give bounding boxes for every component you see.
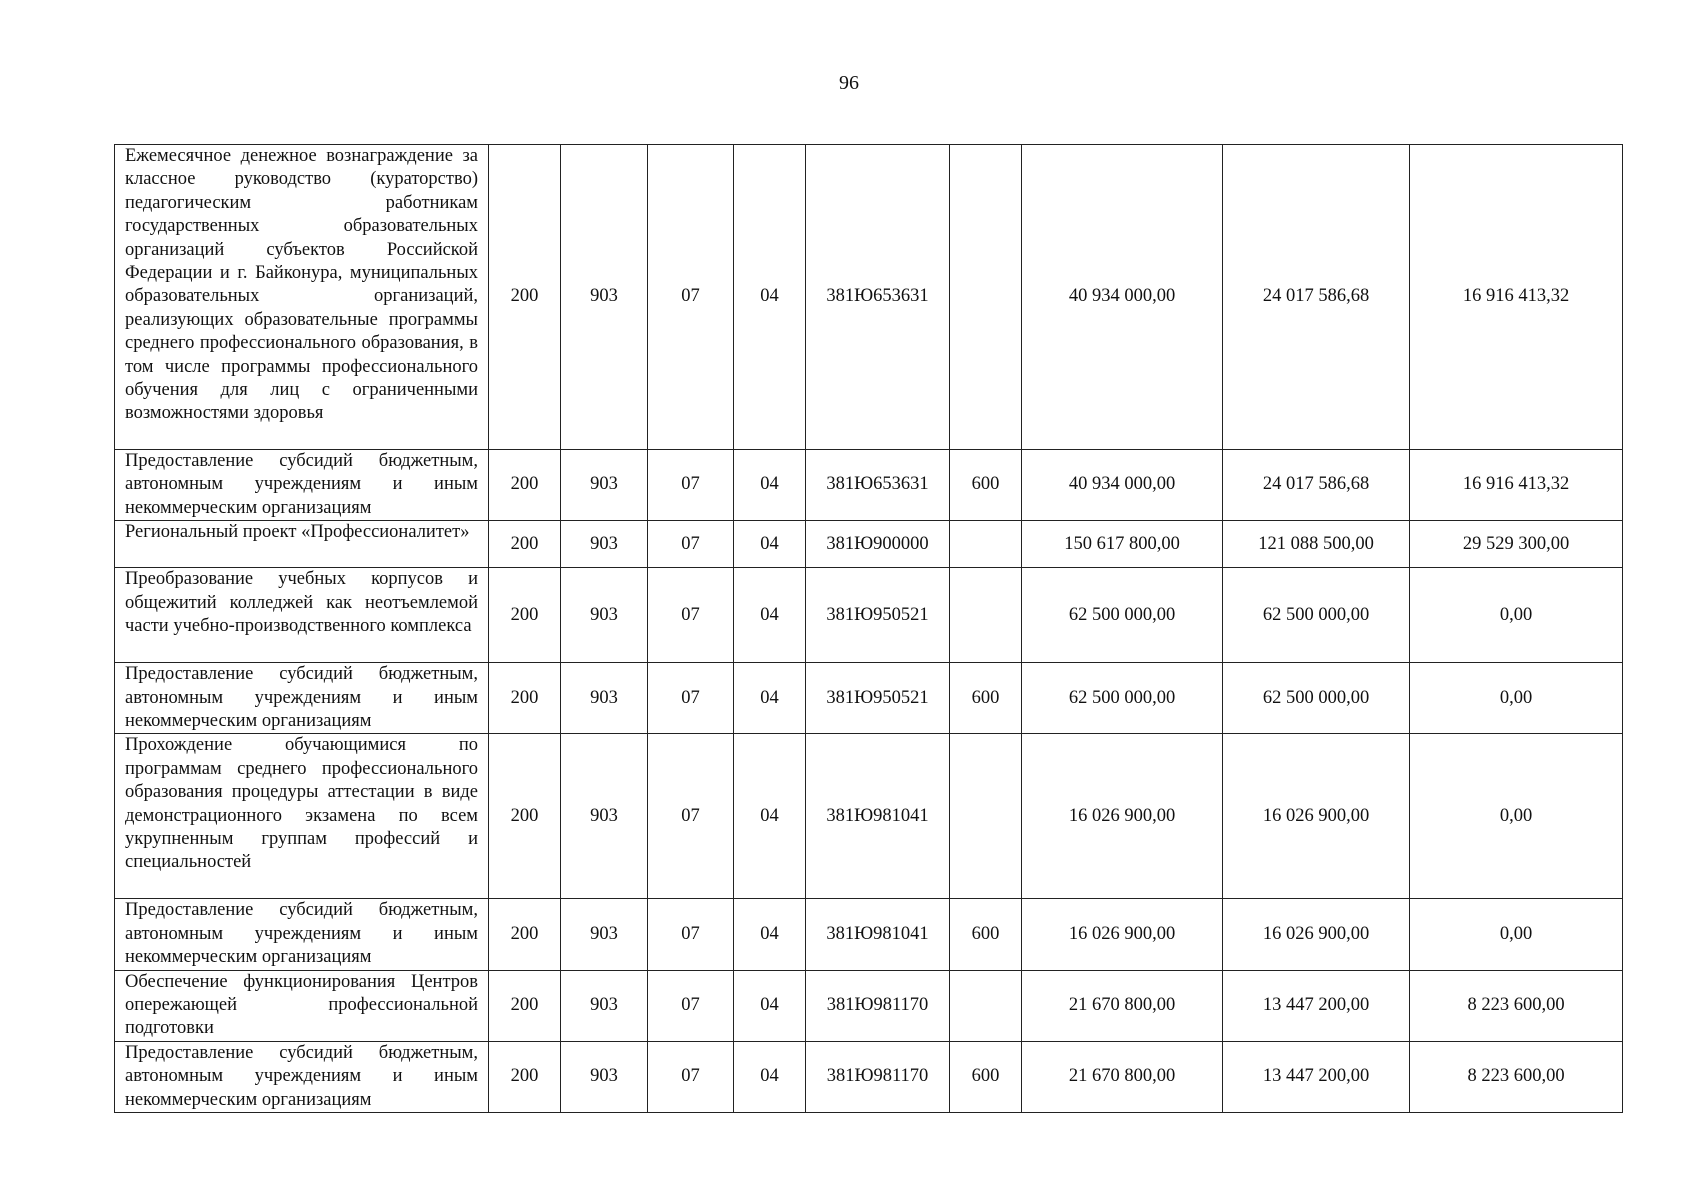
row-code-1: 200 [489,450,561,521]
row-subsection: 04 [734,734,806,899]
table-row [115,970,1623,1041]
row-subsection: 04 [734,450,806,521]
row-section: 07 [648,899,734,970]
row-amount-3: 8 223 600,00 [1410,1041,1623,1112]
row-subsection: 04 [734,521,806,568]
row-description: Региональный проект «Профессионалитет» [115,521,489,568]
row-expense-type [950,145,1022,450]
row-amount-2: 62 500 000,00 [1223,568,1410,663]
row-amount-2: 121 088 500,00 [1223,521,1410,568]
row-amount-3: 29 529 300,00 [1410,521,1623,568]
row-description: Прохождение обучающимися по программам среднего профессионального образования процедуры аттестации в виде демонстрационного экзамена по всем укрупненным группам профессий и специальностей [115,734,489,899]
row-code-2: 903 [561,521,648,568]
row-amount-3: 0,00 [1410,734,1623,899]
row-amount-2: 24 017 586,68 [1223,145,1410,450]
row-code-1: 200 [489,568,561,663]
row-subsection: 04 [734,970,806,1041]
row-expense-type: 600 [950,1041,1022,1112]
row-target-code: 381Ю900000 [806,521,950,568]
row-expense-type [950,970,1022,1041]
row-amount-1: 40 934 000,00 [1022,145,1223,450]
row-amount-1: 16 026 900,00 [1022,899,1223,970]
table-row [115,663,1623,734]
row-section: 07 [648,970,734,1041]
row-section: 07 [648,450,734,521]
row-subsection: 04 [734,663,806,734]
row-amount-2: 13 447 200,00 [1223,970,1410,1041]
table-row [115,568,1623,663]
row-section: 07 [648,734,734,899]
row-target-code: 381Ю653631 [806,450,950,521]
row-amount-1: 21 670 800,00 [1022,1041,1223,1112]
row-amount-2: 62 500 000,00 [1223,663,1410,734]
row-target-code: 381Ю981170 [806,970,950,1041]
row-description: Ежемесячное денежное вознаграждение за классное руководство (кураторство) педагогическим работникам государственных образовательных организаций субъектов Российской Федерации и г. Байконура, муниципальных образовательных организаций, реализующих образовательные программы среднего профессионального образования, в том числе программы профессионального обучения для лиц с ограниченными возможностями здоровья [115,145,489,450]
row-code-2: 903 [561,734,648,899]
row-target-code: 381Ю950521 [806,663,950,734]
page-number: 96 [839,72,859,94]
row-expense-type: 600 [950,899,1022,970]
table-row [115,1041,1623,1112]
row-code-2: 903 [561,663,648,734]
row-code-2: 903 [561,568,648,663]
row-amount-2: 16 026 900,00 [1223,734,1410,899]
row-amount-3: 16 916 413,32 [1410,450,1623,521]
row-amount-2: 24 017 586,68 [1223,450,1410,521]
table-row [115,450,1623,521]
row-amount-2: 16 026 900,00 [1223,899,1410,970]
row-amount-2: 13 447 200,00 [1223,1041,1410,1112]
table-row [115,899,1623,970]
row-code-1: 200 [489,970,561,1041]
row-description: Преобразование учебных корпусов и общежитий колледжей как неотъемлемой части учебно-производственного комплекса [115,568,489,663]
row-subsection: 04 [734,568,806,663]
row-code-2: 903 [561,450,648,521]
row-description: Предоставление субсидий бюджетным, автономным учреждениям и иным некоммерческим организациям [115,899,489,970]
row-code-2: 903 [561,899,648,970]
row-amount-3: 16 916 413,32 [1410,145,1623,450]
row-section: 07 [648,145,734,450]
row-code-1: 200 [489,734,561,899]
row-section: 07 [648,568,734,663]
row-expense-type [950,568,1022,663]
row-code-1: 200 [489,1041,561,1112]
row-amount-3: 8 223 600,00 [1410,970,1623,1041]
row-target-code: 381Ю981170 [806,1041,950,1112]
row-subsection: 04 [734,899,806,970]
row-amount-1: 40 934 000,00 [1022,450,1223,521]
row-expense-type [950,521,1022,568]
row-expense-type [950,734,1022,899]
row-code-1: 200 [489,663,561,734]
row-description: Предоставление субсидий бюджетным, автономным учреждениям и иным некоммерческим организациям [115,663,489,734]
row-code-2: 903 [561,970,648,1041]
row-target-code: 381Ю653631 [806,145,950,450]
table-row [115,734,1623,899]
row-amount-1: 16 026 900,00 [1022,734,1223,899]
row-amount-1: 62 500 000,00 [1022,568,1223,663]
row-expense-type: 600 [950,663,1022,734]
row-amount-3: 0,00 [1410,899,1623,970]
row-target-code: 381Ю950521 [806,568,950,663]
row-subsection: 04 [734,1041,806,1112]
row-target-code: 381Ю981041 [806,734,950,899]
row-section: 07 [648,521,734,568]
row-code-1: 200 [489,521,561,568]
row-code-2: 903 [561,1041,648,1112]
row-target-code: 381Ю981041 [806,899,950,970]
row-subsection: 04 [734,145,806,450]
row-amount-1: 21 670 800,00 [1022,970,1223,1041]
row-amount-3: 0,00 [1410,568,1623,663]
table-row [115,521,1623,568]
row-description: Предоставление субсидий бюджетным, автономным учреждениям и иным некоммерческим организациям [115,450,489,521]
row-amount-3: 0,00 [1410,663,1623,734]
row-description: Обеспечение функционирования Центров опережающей профессиональной подготовки [115,970,489,1041]
row-amount-1: 62 500 000,00 [1022,663,1223,734]
row-section: 07 [648,1041,734,1112]
row-amount-1: 150 617 800,00 [1022,521,1223,568]
row-section: 07 [648,663,734,734]
row-code-1: 200 [489,899,561,970]
row-description: Предоставление субсидий бюджетным, автономным учреждениям и иным некоммерческим организациям [115,1041,489,1112]
row-expense-type: 600 [950,450,1022,521]
budget-table [114,144,1623,1113]
row-code-2: 903 [561,145,648,450]
table-row [115,145,1623,450]
row-code-1: 200 [489,145,561,450]
